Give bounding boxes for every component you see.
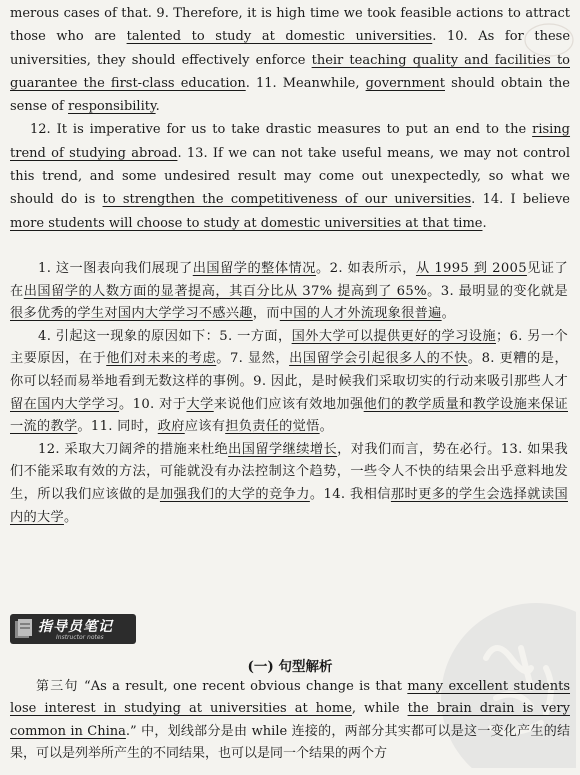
text-segment: . xyxy=(482,215,487,231)
english-essay xyxy=(10,2,570,235)
underlined-phrase: responsibility xyxy=(68,99,156,115)
underlined-phrase: 出国留学的整体情况 xyxy=(192,261,316,276)
underlined-phrase: the brain drain is very common in China xyxy=(10,701,570,739)
text-segment: . 10. As for these universities, they should effectively enforce xyxy=(10,29,571,68)
instructor-notes-banner xyxy=(10,614,136,644)
text-segment: 1. 这一图表向我们展现了 xyxy=(38,261,193,276)
text-segment: 。3. 最明显的变化就是 xyxy=(426,283,568,299)
underlined-phrase: 从 1995 到 2005 xyxy=(415,261,527,276)
banner-title: 指导员笔记 xyxy=(38,619,113,635)
english-paragraph-2 xyxy=(10,118,570,234)
underlined-phrase: many excellent students lose interest in studying at universities at home xyxy=(10,679,571,717)
underlined-phrase: 他们的教学质量和教学设施来保证一流的教学 xyxy=(10,396,568,435)
text-segment: .” 中，划线部分是由 while 连接的，两部分其实都可以是这一变化产生的结果，可以是列举所产生的不同结果，也可以是同一个结果的两个方 xyxy=(10,723,571,762)
banner-subtitle: Instructor notes xyxy=(56,634,104,641)
text-segment: 。11. 同时， xyxy=(77,419,158,435)
underlined-phrase: rising trend of studying abroad xyxy=(10,122,571,161)
underlined-phrase: 那时更多的学生会选择就读国内的大学 xyxy=(10,486,568,525)
text-segment: should obtain the sense of xyxy=(10,75,570,115)
sentence-analysis xyxy=(10,676,570,766)
english-paragraph-1 xyxy=(10,2,570,118)
underlined-phrase: 他们对未来的考虑 xyxy=(106,351,217,367)
text-segment: ；6. 另一个主要原因，在于 xyxy=(10,328,569,367)
underlined-phrase: 国外大学可以提供更好的学习设施 xyxy=(291,328,496,344)
underlined-phrase: 政府 xyxy=(157,419,185,435)
text-segment: 。2. 如表所示， xyxy=(315,261,416,276)
text-segment: . 14. I believe xyxy=(471,192,570,208)
text-segment: 。 xyxy=(319,419,334,435)
underlined-phrase: government xyxy=(365,75,445,91)
text-segment: . 11. Meanwhile, xyxy=(245,75,360,91)
chinese-paragraph-2 xyxy=(10,326,568,439)
analysis-paragraph xyxy=(10,676,570,766)
text-segment: merous cases of that. xyxy=(10,6,152,21)
section-heading: (一) 句型解析 xyxy=(247,659,333,675)
chinese-translation xyxy=(10,258,568,529)
underlined-phrase: their teaching quality and facilities to guarantee the first-class education xyxy=(10,52,570,91)
underlined-phrase: 出国留学会引起很多人的不快 xyxy=(289,351,468,367)
underlined-phrase: 留在国内大学学习 xyxy=(10,396,120,412)
chinese-paragraph-1 xyxy=(10,258,568,326)
text-segment: ，而 xyxy=(252,306,280,322)
chinese-paragraph-3 xyxy=(10,439,568,529)
underlined-phrase: 出国留学的人数方面的显著提高，其百分比从 37% 提高到了 65% xyxy=(23,283,427,299)
text-segment: 4. 引起这一现象的原因如下：5. 一方面， xyxy=(38,328,292,344)
text-segment: 。 xyxy=(441,306,456,322)
underlined-phrase: talented to study at domestic universities xyxy=(126,29,433,45)
text-segment: . xyxy=(155,99,160,115)
underlined-phrase: 中国的人才外流现象很普遍 xyxy=(279,306,442,322)
text-segment: 。7. 显然， xyxy=(216,351,290,367)
text-segment: , while xyxy=(351,701,400,717)
underlined-phrase: 很多优秀的学生对国内大学学习不感兴趣 xyxy=(10,306,253,322)
book-icon xyxy=(14,618,34,640)
underlined-phrase: 加强我们的大学的竞争力 xyxy=(159,486,310,502)
text-segment: 。8. 更糟的是，你可以轻而易举地看到无数这样的事例。9. 因此，是时候我们采取切实的行动来吸引那些人才 xyxy=(10,351,568,389)
text-segment: 第三句 “As a result, one recent obvious change is that xyxy=(36,679,402,694)
text-segment: 9. Therefore, it is high time we took feasible actions to attract those who are xyxy=(10,6,571,45)
underlined-phrase: 出国留学继续增长 xyxy=(228,441,338,457)
text-segment: 见证了在 xyxy=(10,261,568,299)
text-segment: 12. It is imperative for us to take drastic measures to put an end to the xyxy=(30,122,527,138)
underlined-phrase: 担负责任的觉悟 xyxy=(225,419,320,435)
text-segment: 。10. 对于 xyxy=(119,396,187,412)
text-segment: 来说他们应该有效地加强 xyxy=(213,396,364,412)
text-segment: ，对我们而言，势在必行。13. 如果我们不能采取有效的方法，可能就没有办法控制这个趋势，一些令人不快的结果会出乎意料地发生，所以我们应该做的是 xyxy=(10,441,568,502)
underlined-phrase: to strengthen the competitiveness of our universities xyxy=(102,192,472,208)
text-segment: 。 xyxy=(63,509,78,525)
text-segment: 12. 采取大刀阔斧的措施来杜绝 xyxy=(38,441,229,457)
underlined-phrase: 大学 xyxy=(186,396,214,412)
text-segment: 。14. 我相信 xyxy=(309,486,391,502)
underlined-phrase: more students will choose to study at domestic universities at that time xyxy=(10,215,483,231)
text-segment: 应该有 xyxy=(184,419,226,435)
text-segment: . 13. If we can not take useful means, we may not control this trend, and some undesired result may come out unexpectedly, so what we should do is xyxy=(10,145,570,208)
